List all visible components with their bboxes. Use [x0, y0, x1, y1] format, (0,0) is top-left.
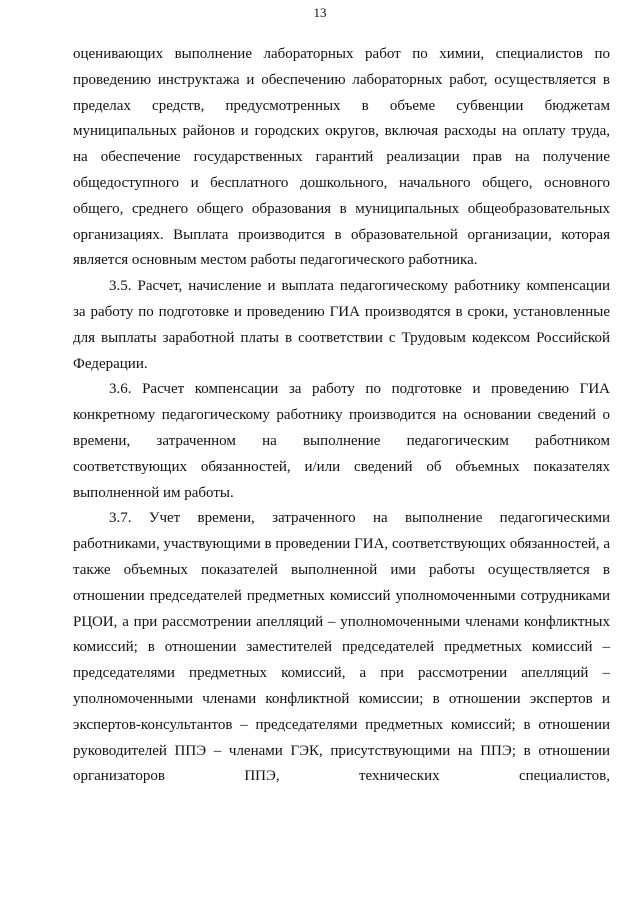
page-number: 13 — [313, 5, 327, 20]
paragraph-3-7: 3.7. Учет времени, затраченного на выполнение педагогическими работниками, участвующими в проведении ГИА, соответствующих обязанностей, а также объемных показателей выполненной ими работы осуществляется в отношении председателей предметных комиссий уполномоченными сотрудниками РЦОИ, а при рассмотрении апелляций – уполномоченными членами конфликтных комиссий; в отношении заместителей председателей предметных комиссий – председателями предметных комиссий, а при рассмотрении апелляций – уполномоченными членами конфликтной комиссии; в отношении экспертов и экспертов-консультантов – председателями предметных комиссий; в отношении руководителей ППЭ – членами ГЭК, присутствующими на ППЭ; в отношении организаторов ППЭ, технических специалистов, — [73, 510, 610, 785]
paragraph-3-5: 3.5. Расчет, начисление и выплата педагогическому работнику компенсации за работу по подготовке и проведению ГИА производятся в сроки, установленные для выплаты заработной платы в соответствии с Трудовым кодексом Российской Федерации. — [73, 278, 610, 372]
document-body — [73, 42, 610, 790]
paragraph-3-6: 3.6. Расчет компенсации за работу по подготовке и проведению ГИА конкретному педагогическому работнику производится на основании сведений о времени, затраченном на выполнение педагогическим работником соответствующих обязанностей, и/или сведений об объемных показателях выполненной им работы. — [73, 381, 610, 501]
paragraph-continuation: оценивающих выполнение лабораторных работ по химии, специалистов по проведению инструктажа и обеспечению лабораторных работ, осуществляется в пределах средств, предусмотренных в объеме субвенции бюджетам муниципальных районов и городских округов, включая расходы на оплату труда, на обеспечение государственных гарантий реализации прав на получение общедоступного и бесплатного дошкольного, начального общего, основного общего, среднего общего образования в муниципальных общеобразовательных организациях. Выплата производится в образовательной организации, которая является основным местом работы педагогического работника. — [73, 46, 610, 269]
